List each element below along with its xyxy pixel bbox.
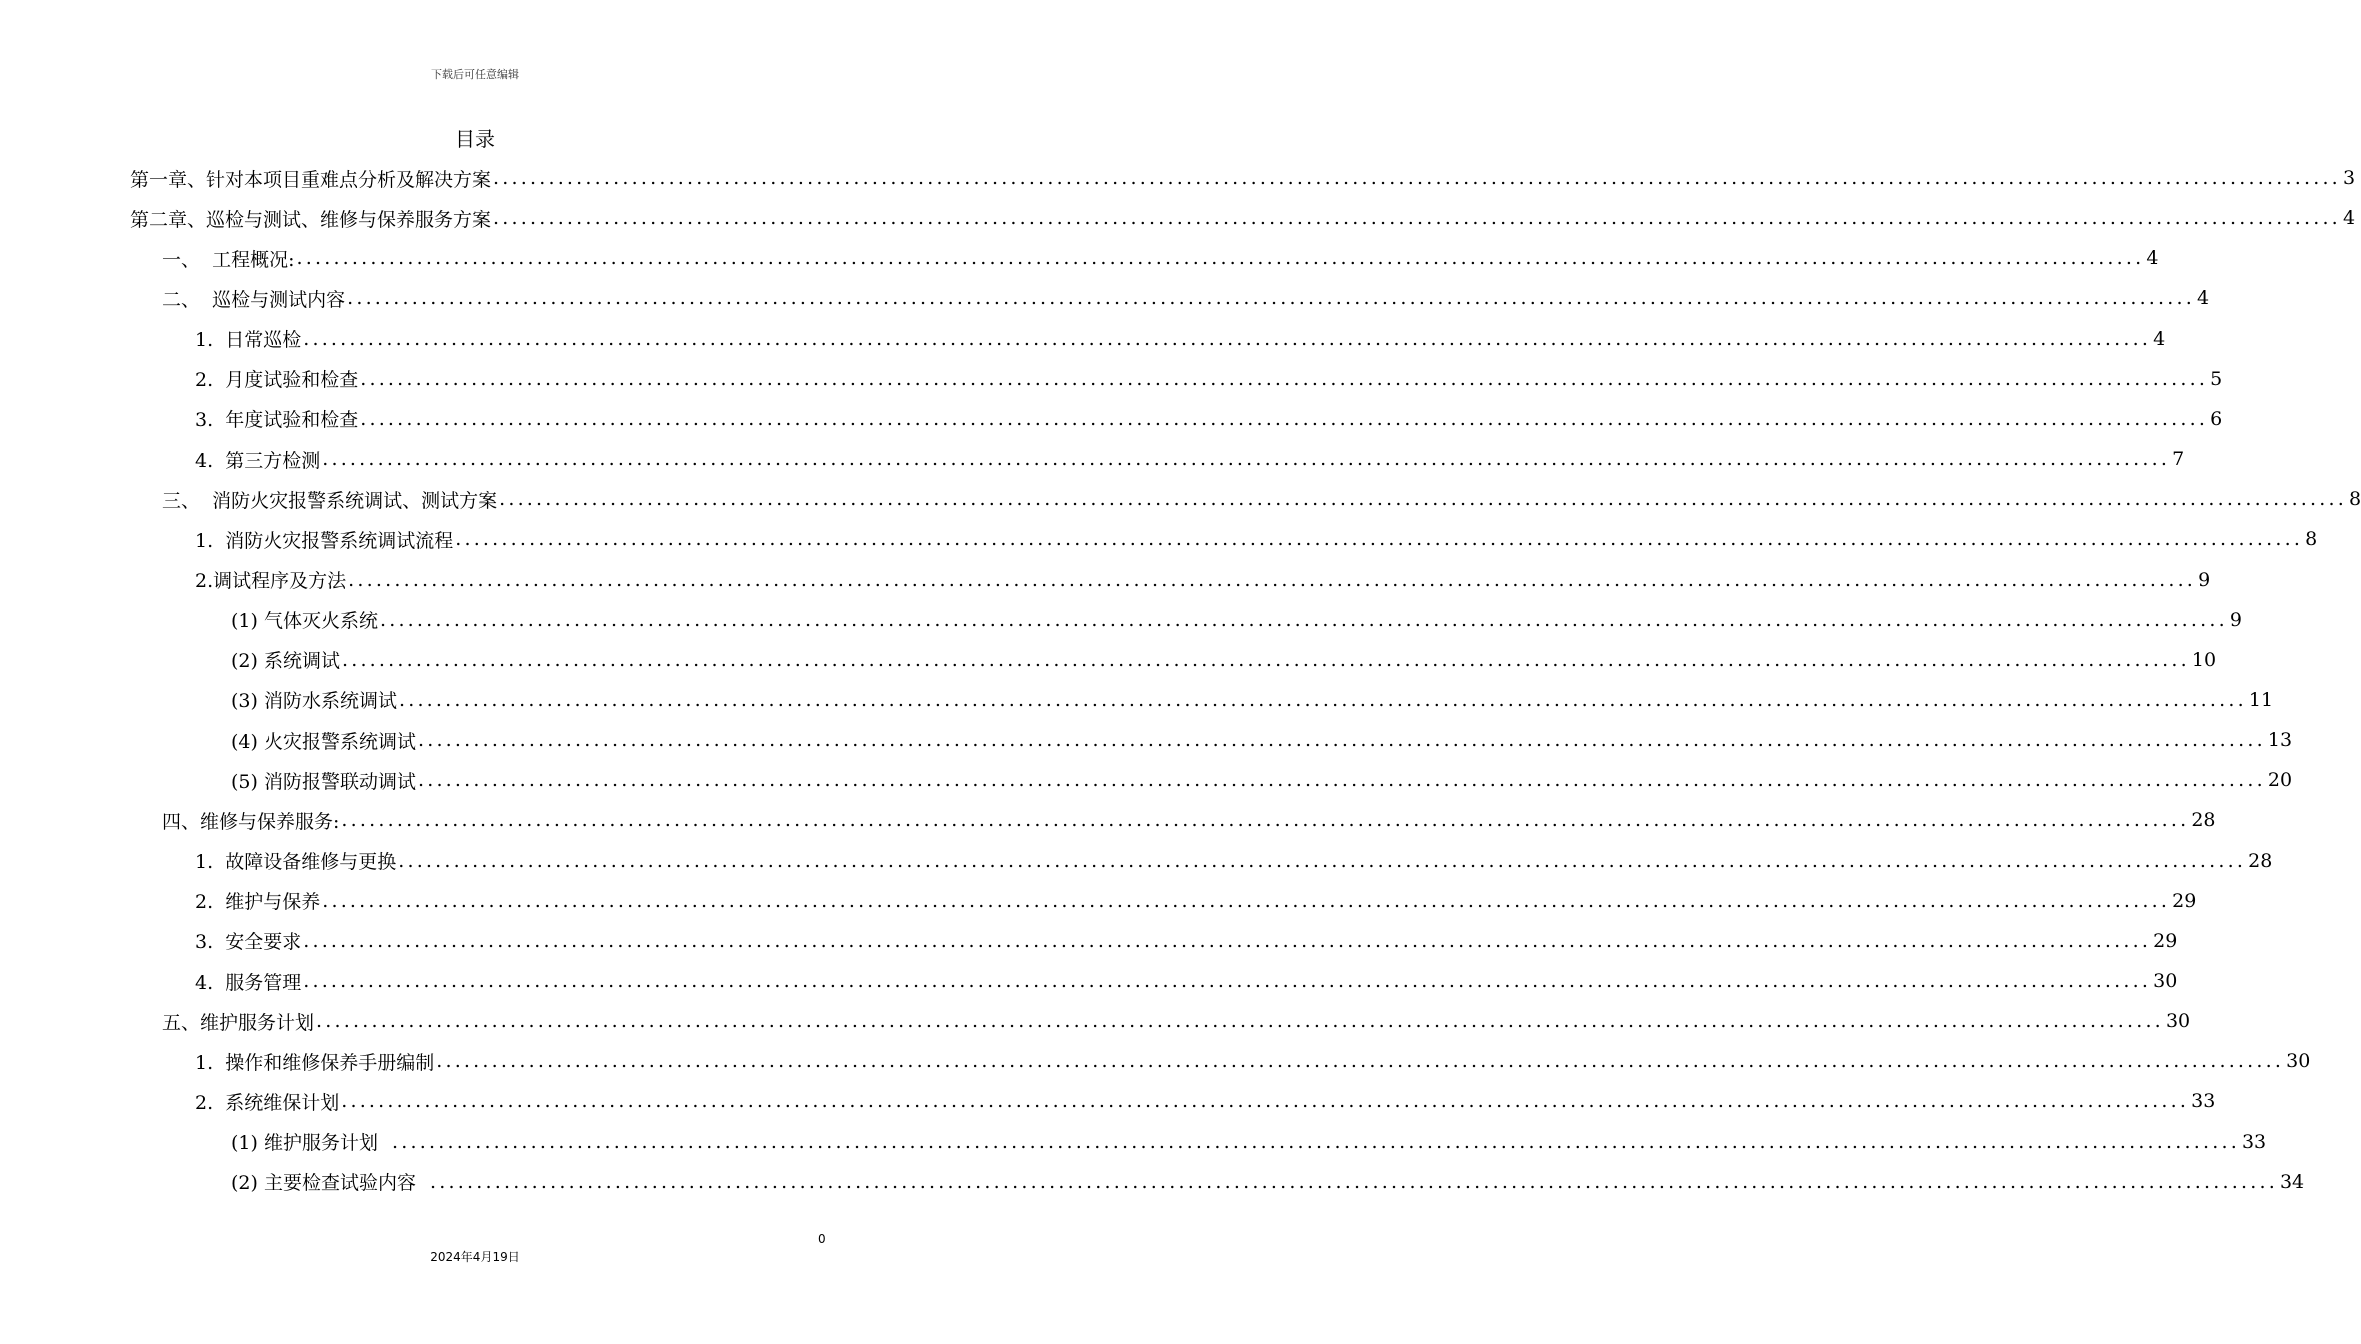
toc-entry-page: 11 bbox=[2248, 688, 2274, 711]
toc-dot-leader: ........................................................................................................................................................................................................ bbox=[303, 327, 2152, 350]
toc-entry[interactable] bbox=[0, 361, 2223, 397]
toc-entry-label: 3. 年度试验和检查 bbox=[195, 409, 359, 432]
toc-dot-leader: ........................................................................................................................................................................................................ bbox=[348, 568, 2197, 591]
toc-entry[interactable] bbox=[0, 160, 2356, 196]
toc-entry-page: 30 bbox=[2165, 1010, 2191, 1033]
toc-entry-label: (4) 火灾报警系统调试 bbox=[231, 730, 416, 753]
toc-dot-leader: ........................................................................................................................................................................................................ bbox=[303, 929, 2152, 952]
toc-dot-leader: ........................................................................................................................................................................................................ bbox=[493, 207, 2341, 230]
toc-entry[interactable] bbox=[0, 1164, 2305, 1200]
toc-entry-label: 1. 操作和维修保养手册编制 bbox=[195, 1051, 435, 1074]
toc-dot-leader: ........................................................................................................................................................................................................ bbox=[303, 970, 2152, 992]
toc-entry-page: 8 bbox=[2349, 488, 2361, 511]
toc-entry[interactable] bbox=[0, 682, 2274, 718]
toc-dot-leader: ........................................................................................................................................................................................................ bbox=[392, 1130, 2240, 1153]
toc-title: 目录 bbox=[455, 127, 495, 151]
toc-entry-page: 29 bbox=[2153, 929, 2178, 952]
toc-dot-leader: ........................................................................................................................................................................................................ bbox=[341, 1090, 2190, 1113]
toc-entry[interactable] bbox=[0, 441, 2185, 477]
toc-dot-leader: ........................................................................................................................................................................................................ bbox=[322, 889, 2171, 912]
toc-entry-label: 1. 日常巡检 bbox=[195, 329, 302, 352]
toc-entry-page: 28 bbox=[2191, 809, 2216, 832]
toc-dot-leader: ........................................................................................................................................................................................................ bbox=[417, 729, 2266, 752]
toc-entry-page: 30 bbox=[2286, 1050, 2311, 1073]
toc-entry[interactable] bbox=[0, 401, 2223, 437]
toc-entry[interactable] bbox=[0, 240, 2159, 276]
toc-dot-leader: ........................................................................................................................................................................................................ bbox=[360, 407, 2209, 430]
toc-entry-page: 20 bbox=[2267, 769, 2293, 792]
toc-entry-page: 13 bbox=[2267, 729, 2293, 752]
toc-entry-label: 1. 故障设备维修与更换 bbox=[195, 851, 397, 874]
toc-entry-label: 三、 消防火灾报警系统调试、测试方案 bbox=[162, 489, 498, 512]
toc-entry[interactable] bbox=[0, 843, 2273, 879]
toc-entry[interactable] bbox=[0, 1083, 2216, 1119]
toc-entry-page: 29 bbox=[2172, 889, 2197, 912]
toc-dot-leader: ........................................................................................................................................................................................................ bbox=[455, 528, 2304, 551]
toc-dot-leader: ........................................................................................................................................................................................................ bbox=[322, 448, 2171, 471]
toc-entry-label: 2. 维护与保养 bbox=[195, 891, 321, 914]
toc-entry-page: 7 bbox=[2172, 448, 2185, 471]
toc-entry-label: 四、维修与保养服务: bbox=[162, 810, 340, 833]
toc-dot-leader: ........................................................................................................................................................................................................ bbox=[436, 1050, 2285, 1073]
toc-entry-label: (3) 消防水系统调试 bbox=[231, 690, 397, 713]
toc-entry[interactable] bbox=[0, 1043, 2311, 1079]
toc-entry-label: (1) 维护服务计划 bbox=[231, 1132, 391, 1155]
toc-entry-label: 3. 安全要求 bbox=[195, 931, 302, 954]
toc-entry-label: 2. 月度试验和检查 bbox=[195, 369, 359, 392]
toc-entry[interactable] bbox=[0, 923, 2178, 959]
toc-entry[interactable] bbox=[0, 521, 2318, 557]
toc-entry[interactable] bbox=[0, 1124, 2267, 1160]
toc-entry-page: 10 bbox=[2191, 648, 2217, 671]
toc-dot-leader: ........................................................................................................................................................................................................ bbox=[398, 688, 2247, 711]
toc-entry-label: (2) 系统调试 bbox=[231, 650, 340, 673]
toc-entry-label: 4. 第三方检测 bbox=[195, 449, 321, 472]
toc-dot-leader: ........................................................................................................................................................................................................ bbox=[379, 608, 2228, 631]
toc-dot-leader: ........................................................................................................................................................................................................ bbox=[316, 1010, 2164, 1033]
toc-entry[interactable] bbox=[0, 883, 2197, 919]
toc-entry-label: 4. 服务管理 bbox=[195, 971, 302, 994]
toc-dot-leader: ........................................................................................................................................................................................................ bbox=[398, 849, 2247, 872]
toc-entry-label: 1. 消防火灾报警系统调试流程 bbox=[195, 529, 454, 552]
toc-entry[interactable] bbox=[0, 200, 2356, 236]
toc-entry-label: (2) 主要检查试验内容 bbox=[231, 1172, 429, 1195]
toc-entry[interactable] bbox=[0, 963, 2178, 999]
toc-entry-page: 28 bbox=[2248, 849, 2273, 872]
toc-entry[interactable] bbox=[0, 602, 2242, 638]
toc-entry-page: 5 bbox=[2210, 367, 2223, 390]
toc-entry-page: 33 bbox=[2191, 1090, 2216, 1113]
toc-entry-page: 3 bbox=[2342, 167, 2356, 189]
toc-entry[interactable] bbox=[0, 722, 2293, 758]
toc-dot-leader: ........................................................................................................................................................................................................ bbox=[296, 247, 2145, 270]
page-header: 下载后可任意编辑 bbox=[431, 68, 519, 81]
toc-entry[interactable] bbox=[0, 1003, 2191, 1039]
toc-entry-page: 34 bbox=[2279, 1170, 2305, 1193]
toc-entry-page: 4 bbox=[2342, 207, 2356, 230]
toc-entry-page: 9 bbox=[2198, 568, 2211, 591]
toc-dot-leader: ........................................................................................................................................................................................................ bbox=[493, 167, 2341, 189]
footer-date: 2024年4月19日 bbox=[430, 1250, 520, 1264]
footer-page-number: 0 bbox=[818, 1232, 826, 1246]
toc-dot-leader: ........................................................................................................................................................................................................ bbox=[360, 367, 2209, 390]
toc-entry-label: 2.调试程序及方法 bbox=[195, 570, 347, 592]
toc-entry-page: 4 bbox=[2153, 327, 2166, 350]
toc-entry[interactable] bbox=[0, 321, 2166, 357]
toc-entry-label: 五、维护服务计划 bbox=[162, 1011, 315, 1034]
toc-entry-label: 第二章、巡检与测试、维修与保养服务方案 bbox=[130, 208, 492, 231]
toc-dot-leader: ........................................................................................................................................................................................................ bbox=[341, 809, 2190, 832]
toc-entry[interactable] bbox=[0, 481, 2361, 517]
toc-dot-leader: ........................................................................................................................................................................................................ bbox=[430, 1170, 2278, 1193]
toc-entry-label: 2. 系统维保计划 bbox=[195, 1091, 340, 1114]
toc-entry-page: 30 bbox=[2153, 970, 2178, 992]
toc-entry[interactable] bbox=[0, 280, 2210, 316]
toc-entry[interactable] bbox=[0, 562, 2211, 598]
toc-dot-leader: ........................................................................................................................................................................................................ bbox=[417, 769, 2266, 792]
toc-entry-page: 4 bbox=[2146, 247, 2159, 270]
toc-entry-label: 第一章、针对本项目重难点分析及解决方案 bbox=[130, 168, 492, 191]
toc-entry-label: 一、 工程概况: bbox=[162, 248, 295, 271]
toc-entry-label: (1) 气体灭火系统 bbox=[231, 610, 378, 633]
toc-entry-label: (5) 消防报警联动调试 bbox=[231, 770, 416, 793]
toc-dot-leader: ........................................................................................................................................................................................................ bbox=[341, 648, 2190, 671]
toc-entry-page: 33 bbox=[2241, 1130, 2267, 1153]
toc-dot-leader: ........................................................................................................................................................................................................ bbox=[347, 287, 2196, 310]
toc-entry-page: 6 bbox=[2210, 407, 2223, 430]
toc-entry[interactable] bbox=[0, 802, 2216, 838]
toc-dot-leader: ........................................................................................................................................................................................................ bbox=[499, 488, 2348, 511]
toc-entry[interactable] bbox=[0, 762, 2293, 798]
toc-entry-page: 8 bbox=[2305, 528, 2318, 551]
toc-entry[interactable] bbox=[0, 642, 2217, 678]
toc-entry-page: 9 bbox=[2229, 608, 2242, 631]
toc-entry-label: 二、 巡检与测试内容 bbox=[162, 288, 346, 311]
toc-entry-page: 4 bbox=[2197, 287, 2210, 310]
